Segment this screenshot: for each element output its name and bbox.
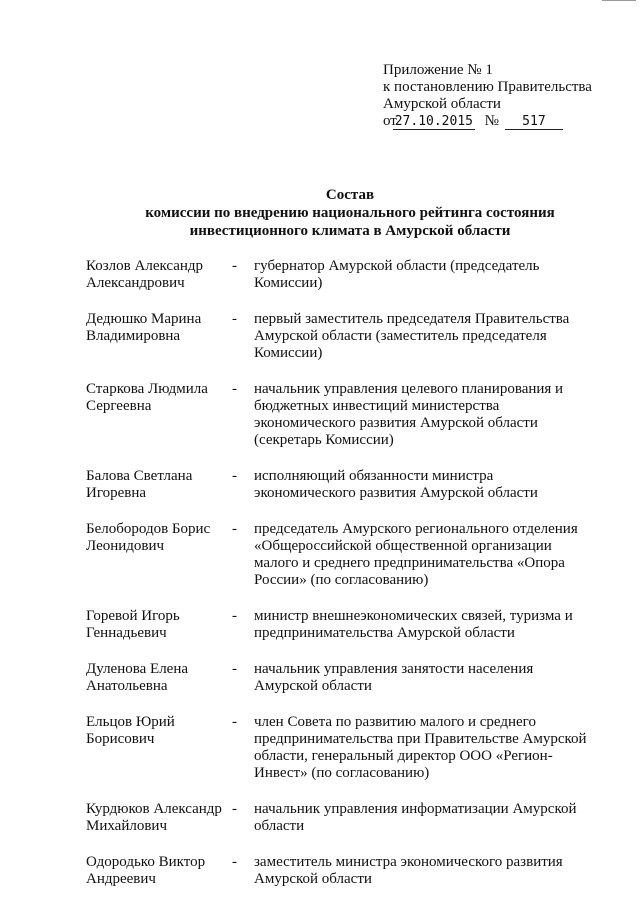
member-role-line: первый заместитель председателя Правительства <box>254 311 570 327</box>
member-role-line: начальник управления занятости населения <box>254 661 534 677</box>
appendix-line-3: Амурской области <box>383 96 501 112</box>
member-role-line: начальник управления информатизации Амурской <box>254 801 577 817</box>
member-role-line: Амурской области <box>254 871 372 887</box>
member-dash: - <box>232 714 237 730</box>
date-prefix: от <box>383 113 397 129</box>
member-dash: - <box>232 468 237 484</box>
title-line-1: Состав <box>325 187 375 203</box>
member-role-line: «Общероссийской общественной организации <box>254 538 552 554</box>
member-role <box>254 381 594 449</box>
member-name-line: Горевой Игорь <box>86 608 180 624</box>
member-role <box>254 714 594 782</box>
member-row <box>86 311 606 362</box>
member-name <box>86 258 232 292</box>
scan-edge-mark <box>602 0 636 1</box>
member-name-line: Белобородов Борис <box>86 521 211 537</box>
member-row <box>86 608 606 642</box>
member-name-line: Дуленова Елена <box>86 661 189 677</box>
title-line-2: комиссии по внедрению национального рейтинга состояния <box>145 205 555 221</box>
resolution-number: 517 <box>505 115 563 130</box>
member-name-line: Леонидович <box>86 538 165 554</box>
member-name-line: Игоревна <box>86 485 147 501</box>
member-role-line: член Совета по развитию малого и среднего <box>254 714 536 730</box>
member-role-line: предпринимательства при Правительстве Амурской <box>254 731 587 747</box>
member-dash: - <box>232 258 237 274</box>
member-name-line: Александрович <box>86 275 185 291</box>
member-name <box>86 521 232 589</box>
member-role-line: России» (по согласованию) <box>254 572 429 588</box>
member-name <box>86 608 232 642</box>
document-title <box>60 186 640 240</box>
member-row <box>86 801 606 835</box>
member-role <box>254 521 594 589</box>
member-role-line: Комиссии) <box>254 275 323 291</box>
member-role-line: председатель Амурского регионального отделения <box>254 521 578 537</box>
member-role <box>254 608 594 642</box>
member-name-line: Борисович <box>86 731 155 747</box>
member-dash: - <box>232 608 237 624</box>
member-row <box>86 714 606 782</box>
member-name <box>86 311 232 362</box>
member-role <box>254 258 594 292</box>
member-role <box>254 854 594 888</box>
member-name <box>86 661 232 695</box>
member-role-line: области, генеральный директор ООО «Регион- <box>254 748 553 764</box>
member-role-line: экономического развития Амурской области <box>254 415 538 431</box>
member-name-line: Андреевич <box>86 871 156 887</box>
member-role-line: Амурской области (заместитель председателя <box>254 328 547 344</box>
member-name <box>86 714 232 782</box>
member-name-line: Козлов Александр <box>86 258 204 274</box>
member-name-line: Одородько Виктор <box>86 854 206 870</box>
appendix-line-2: к постановлению Правительства <box>383 79 592 95</box>
member-name-line: Геннадьевич <box>86 625 167 641</box>
member-role-line: начальник управления целевого планирования и <box>254 381 564 397</box>
member-role-line: заместитель министра экономического развития <box>254 854 563 870</box>
member-name-line: Анатольевна <box>86 678 168 694</box>
member-name <box>86 854 232 888</box>
member-role-line: Инвест» (по согласованию) <box>254 765 430 781</box>
member-role-line: экономического развития Амурской области <box>254 485 538 501</box>
title-line-3: инвестиционного климата в Амурской области <box>189 223 511 239</box>
appendix-header <box>383 62 633 130</box>
member-role-line: предпринимательства Амурской области <box>254 625 515 641</box>
member-dash: - <box>232 661 237 677</box>
member-name-line: Балова Светлана <box>86 468 193 484</box>
member-name-line: Дедюшко Марина <box>86 311 202 327</box>
member-role-line: (секретарь Комиссии) <box>254 432 394 448</box>
member-dash: - <box>232 854 237 870</box>
member-role-line: бюджетных инвестиций министерства <box>254 398 500 414</box>
resolution-date: 27.10.2015 <box>394 114 473 129</box>
member-row <box>86 258 606 292</box>
member-name-line: Старкова Людмила <box>86 381 208 397</box>
members-list <box>86 258 606 888</box>
member-row <box>86 468 606 502</box>
member-role-line: Амурской области <box>254 678 372 694</box>
member-name-line: Ельцов Юрий <box>86 714 175 730</box>
member-role-line: малого и среднего предпринимательства «Опора <box>254 555 565 571</box>
member-dash: - <box>232 311 237 327</box>
appendix-line-1: Приложение № 1 <box>383 62 493 78</box>
member-role <box>254 468 594 502</box>
member-row <box>86 521 606 589</box>
number-label: № <box>484 113 499 129</box>
member-row <box>86 854 606 888</box>
member-name-line: Михайлович <box>86 818 167 834</box>
member-row <box>86 661 606 695</box>
member-name-line: Владимировна <box>86 328 181 344</box>
member-role-line: министр внешнеэкономических связей, туризма и <box>254 608 573 624</box>
member-role-line: Комиссии) <box>254 345 323 361</box>
member-role <box>254 661 594 695</box>
member-dash: - <box>232 521 237 537</box>
member-name-line: Курдюков Александр <box>86 801 222 817</box>
member-dash: - <box>232 801 237 817</box>
member-role-line: области <box>254 818 305 834</box>
member-role-line: губернатор Амурской области (председатель <box>254 258 540 274</box>
member-name <box>86 468 232 502</box>
member-name-line: Сергеевна <box>86 398 152 414</box>
member-role-line: исполняющий обязанности министра <box>254 468 494 484</box>
appendix-dateline <box>383 113 633 130</box>
member-role <box>254 311 594 362</box>
member-role <box>254 801 594 835</box>
member-dash: - <box>232 381 237 397</box>
member-name <box>86 801 232 835</box>
member-row <box>86 381 606 449</box>
member-name <box>86 381 232 449</box>
